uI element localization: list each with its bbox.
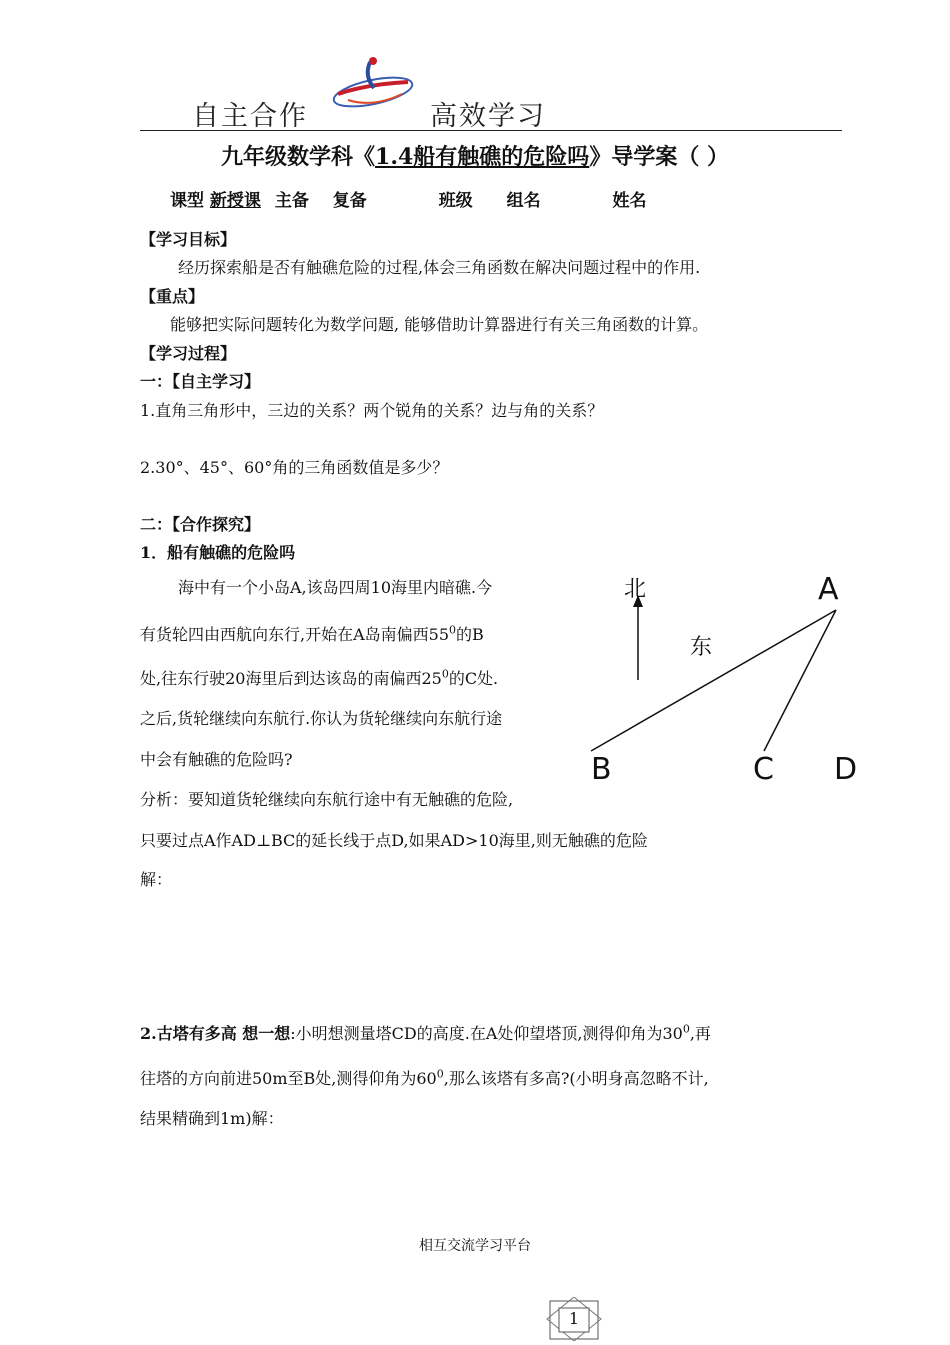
part2-heading: 二：【合作探究】 — [140, 515, 261, 534]
question-2: 2.30°、45°、60°角的三角函数值是多少？ — [140, 458, 449, 477]
s1-line3-sup: 0 — [441, 667, 449, 681]
meta-type-label: 课型 — [170, 191, 204, 211]
analysis-line2: 只要过点A作AD⊥BC的延长线于点D,如果AD>10海里,则无触礁的危险 — [140, 831, 648, 850]
point-B-label: B — [591, 752, 612, 787]
s2-line1 — [140, 1021, 711, 1044]
s1-line2-sup: 0 — [449, 623, 457, 637]
question-1: 1.直角三角形中，三边的关系？两个锐角的关系？边与角的关系？ — [140, 401, 604, 420]
s2-line2-sup: 0 — [436, 1067, 444, 1081]
s1-line1: 海中有一个小岛A,该岛四周10海里内暗礁.今 — [178, 578, 493, 597]
process-heading: 【学习过程】 — [140, 344, 237, 363]
header-rule — [140, 130, 842, 131]
footer-text: 相互交流学习平台 — [419, 1238, 531, 1254]
north-label: 北 — [624, 577, 647, 602]
s1-line3-a: 处,往东行驶20海里后到达该岛的南偏西25 — [140, 669, 442, 688]
east-label: 东 — [690, 635, 713, 660]
s2-line1-b: ,再 — [689, 1024, 711, 1043]
meta-type-value: 新授课 — [209, 191, 261, 211]
meta-group: 组名 — [506, 191, 541, 211]
header-right-text: 高效学习 — [430, 101, 546, 132]
s2-line1-a: :小明想测量塔CD的高度.在A处仰望塔顶,测得仰角为30 — [290, 1024, 683, 1043]
part1-heading: 一：【自主学习】 — [140, 372, 261, 391]
meta-class: 班级 — [438, 191, 473, 211]
s2-line2 — [140, 1066, 709, 1089]
title-course: 1.4船有触礁的危险吗 — [375, 144, 590, 170]
analysis-line1: 分析：要知道货轮继续向东航行途中有无触礁的危险, — [140, 790, 514, 809]
goals-text: 经历探索船是否有触礁危险的过程,体会三角函数在解决问题过程中的作用. — [178, 258, 701, 277]
s1-line3 — [140, 666, 498, 689]
goals-heading: 【学习目标】 — [140, 230, 237, 249]
solve-label: 解： — [140, 870, 173, 889]
s2-line2-a: 往塔的方向前进50m至B处,测得仰角为60 — [140, 1069, 437, 1088]
section1-title: 1．船有触礁的危险吗 — [140, 543, 296, 562]
title-suffix: 》导学案（ ） — [589, 144, 729, 170]
page-number: 1 — [568, 1309, 580, 1328]
meta-line — [170, 186, 713, 211]
meta-name: 姓名 — [612, 191, 647, 211]
s2-line3: 结果精确到1m)解： — [140, 1109, 284, 1128]
s2-line1-sup: 0 — [682, 1022, 690, 1036]
s1-line2-a: 有货轮四由西航向东行,开始在A岛南偏西55 — [140, 625, 450, 644]
meta-co-prep: 复备 — [332, 191, 367, 211]
page-title — [0, 140, 950, 171]
title-prefix: 九年级数学科《 — [221, 144, 376, 170]
header-left-text: 自主合作 — [192, 101, 308, 132]
point-D-label: D — [834, 752, 858, 787]
s1-line5: 中会有触礁的危险吗? — [140, 750, 293, 769]
meta-main-prep: 主备 — [274, 191, 309, 211]
s1-line2 — [140, 622, 484, 645]
s2-line2-b: ,那么该塔有多高?(小明身高忽略不计, — [443, 1069, 709, 1088]
key-points-heading: 【重点】 — [140, 287, 205, 306]
point-A-label: A — [818, 572, 839, 607]
s1-line2-b: 的B — [456, 625, 484, 644]
section2-title: 2.古塔有多高 想一想 — [140, 1024, 291, 1043]
s1-line3-b: 的C处. — [448, 669, 499, 688]
s1-line4: 之后,货轮继续向东航行.你认为货轮继续向东航行途 — [140, 709, 503, 728]
logo — [328, 54, 418, 124]
point-C-label: C — [753, 752, 774, 787]
key-points-text: 能够把实际问题转化为数学问题, 能够借助计算器进行有关三角函数的计算。 — [170, 315, 709, 334]
